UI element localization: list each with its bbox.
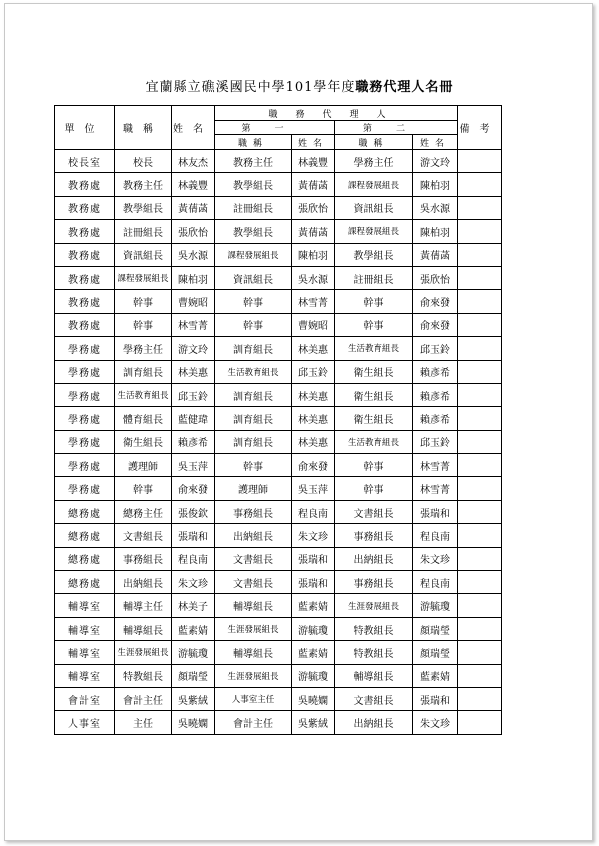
cell-agent1-name: 陳柏羽 <box>292 243 335 266</box>
cell-name: 朱文珍 <box>172 571 215 594</box>
cell-unit: 總務處 <box>55 547 115 570</box>
cell-name: 賴彥希 <box>172 430 215 453</box>
cell-agent1-title: 幹事 <box>215 454 292 477</box>
cell-note <box>458 641 502 664</box>
cell-agent2-title: 幹事 <box>335 477 413 500</box>
header-note: 備考 <box>458 106 502 150</box>
cell-agent2-title: 出納組長 <box>335 547 413 570</box>
cell-unit: 學務處 <box>55 360 115 383</box>
cell-agent1-name: 林美惠 <box>292 383 335 406</box>
cell-unit: 教務處 <box>55 220 115 243</box>
cell-agent2-title: 衛生組長 <box>335 383 413 406</box>
header-title: 職稱 <box>115 106 172 150</box>
cell-title: 校長 <box>115 150 172 173</box>
cell-note <box>458 383 502 406</box>
cell-title: 事務組長 <box>115 547 172 570</box>
cell-title: 訓育組長 <box>115 360 172 383</box>
table-row <box>55 150 502 173</box>
cell-agent2-title: 事務組長 <box>335 571 413 594</box>
header-agent2-name: 姓名 <box>413 135 458 150</box>
table-row <box>55 313 502 336</box>
cell-agent1-name: 林美惠 <box>292 430 335 453</box>
table-row <box>55 617 502 640</box>
cell-agent1-title: 文書組長 <box>215 571 292 594</box>
header-agent2-title: 職稱 <box>335 135 413 150</box>
cell-agent2-title: 幹事 <box>335 313 413 336</box>
cell-agent1-name: 游毓瓊 <box>292 617 335 640</box>
cell-note <box>458 290 502 313</box>
cell-title: 特教組長 <box>115 664 172 687</box>
cell-unit: 教務處 <box>55 243 115 266</box>
cell-title: 體育組長 <box>115 407 172 430</box>
header-first: 第一 <box>215 121 335 135</box>
cell-agent2-name: 顏瑞瑩 <box>413 641 458 664</box>
cell-agent1-title: 教學組長 <box>215 173 292 196</box>
document-title <box>0 76 599 95</box>
cell-agent1-title: 教務主任 <box>215 150 292 173</box>
cell-agent2-name: 俞來發 <box>413 313 458 336</box>
cell-agent1-title: 會計主任 <box>215 711 292 734</box>
cell-unit: 會計室 <box>55 687 115 710</box>
cell-note <box>458 571 502 594</box>
table-row <box>55 266 502 289</box>
cell-name: 吳玉萍 <box>172 454 215 477</box>
cell-unit: 教務處 <box>55 313 115 336</box>
cell-name: 曹婉昭 <box>172 290 215 313</box>
cell-unit: 學務處 <box>55 383 115 406</box>
cell-agent2-title: 特教組長 <box>335 641 413 664</box>
cell-agent1-title: 幹事 <box>215 290 292 313</box>
cell-agent2-name: 游毓瓊 <box>413 594 458 617</box>
cell-agent1-name: 藍素婧 <box>292 594 335 617</box>
cell-note <box>458 454 502 477</box>
cell-agent2-name: 朱文珍 <box>413 547 458 570</box>
cell-agent1-name: 吳水源 <box>292 266 335 289</box>
table-row <box>55 290 502 313</box>
cell-name: 林美惠 <box>172 360 215 383</box>
table-body <box>55 150 502 735</box>
cell-name: 游文玲 <box>172 337 215 360</box>
cell-agent2-name: 邱玉鈴 <box>413 337 458 360</box>
cell-note <box>458 547 502 570</box>
cell-agent1-title: 課程發展組長 <box>215 243 292 266</box>
cell-note <box>458 243 502 266</box>
cell-agent2-title: 生涯發展組長 <box>335 594 413 617</box>
cell-agent1-title: 訓育組長 <box>215 430 292 453</box>
cell-unit: 輔導室 <box>55 617 115 640</box>
cell-agent2-name: 邱玉鈴 <box>413 430 458 453</box>
cell-note <box>458 196 502 219</box>
cell-title: 教學組長 <box>115 196 172 219</box>
cell-agent1-title: 訓育組長 <box>215 383 292 406</box>
header-second: 第二 <box>335 121 458 135</box>
cell-agent1-title: 資訊組長 <box>215 266 292 289</box>
cell-title: 幹事 <box>115 290 172 313</box>
title-bold: 職務代理人名冊 <box>355 80 454 95</box>
cell-agent1-title: 事務組長 <box>215 500 292 523</box>
cell-agent2-title: 出納組長 <box>335 711 413 734</box>
cell-agent2-title: 註冊組長 <box>335 266 413 289</box>
cell-agent1-title: 生活教育組長 <box>215 360 292 383</box>
cell-note <box>458 266 502 289</box>
table-row <box>55 641 502 664</box>
cell-agent1-name: 林美惠 <box>292 337 335 360</box>
table-row <box>55 173 502 196</box>
cell-title: 主任 <box>115 711 172 734</box>
cell-agent2-title: 資訊組長 <box>335 196 413 219</box>
cell-name: 吳水源 <box>172 243 215 266</box>
cell-agent1-name: 朱文珍 <box>292 524 335 547</box>
table-row <box>55 454 502 477</box>
cell-name: 林美子 <box>172 594 215 617</box>
cell-agent1-title: 文書組長 <box>215 547 292 570</box>
cell-name: 陳柏羽 <box>172 266 215 289</box>
cell-agent2-name: 藍素婧 <box>413 664 458 687</box>
cell-name: 林友杰 <box>172 150 215 173</box>
cell-agent2-name: 陳柏羽 <box>413 220 458 243</box>
cell-title: 生活教育組長 <box>115 383 172 406</box>
cell-title: 資訊組長 <box>115 243 172 266</box>
cell-agent1-title: 輔導組長 <box>215 641 292 664</box>
cell-agent2-title: 文書組長 <box>335 500 413 523</box>
cell-agent1-name: 張瑞和 <box>292 571 335 594</box>
cell-unit: 總務處 <box>55 500 115 523</box>
cell-name: 林雪菁 <box>172 313 215 336</box>
cell-agent1-name: 曹婉昭 <box>292 313 335 336</box>
cell-name: 張瑞和 <box>172 524 215 547</box>
cell-note <box>458 407 502 430</box>
cell-note <box>458 664 502 687</box>
table-row <box>55 664 502 687</box>
cell-note <box>458 173 502 196</box>
cell-agent1-title: 生涯發展組長 <box>215 617 292 640</box>
cell-agent1-name: 吳玉萍 <box>292 477 335 500</box>
cell-agent1-name: 黃蒨菡 <box>292 173 335 196</box>
cell-agent2-name: 陳柏羽 <box>413 173 458 196</box>
cell-agent1-title: 註冊組長 <box>215 196 292 219</box>
cell-title: 課程發展組長 <box>115 266 172 289</box>
table-row <box>55 383 502 406</box>
cell-agent2-name: 朱文珍 <box>413 711 458 734</box>
agent-roster-table <box>54 105 502 735</box>
header-agent1-title: 職稱 <box>215 135 292 150</box>
cell-name: 張欣怡 <box>172 220 215 243</box>
cell-agent2-title: 文書組長 <box>335 687 413 710</box>
cell-agent2-name: 游文玲 <box>413 150 458 173</box>
cell-note <box>458 594 502 617</box>
cell-title: 教務主任 <box>115 173 172 196</box>
cell-agent2-title: 幹事 <box>335 454 413 477</box>
cell-note <box>458 711 502 734</box>
cell-note <box>458 337 502 360</box>
table-row <box>55 220 502 243</box>
cell-name: 邱玉鈴 <box>172 383 215 406</box>
cell-agent2-title: 課程發展組長 <box>335 220 413 243</box>
cell-agent2-title: 幹事 <box>335 290 413 313</box>
cell-title: 幹事 <box>115 477 172 500</box>
cell-agent1-title: 訓育組長 <box>215 407 292 430</box>
cell-unit: 教務處 <box>55 290 115 313</box>
cell-agent2-name: 黃蒨菡 <box>413 243 458 266</box>
cell-title: 註冊組長 <box>115 220 172 243</box>
cell-agent1-title: 人事室主任 <box>215 687 292 710</box>
table-row <box>55 243 502 266</box>
cell-agent2-name: 俞來發 <box>413 290 458 313</box>
cell-note <box>458 617 502 640</box>
cell-agent1-name: 邱玉鈴 <box>292 360 335 383</box>
cell-agent2-title: 學務主任 <box>335 150 413 173</box>
cell-agent2-title: 特教組長 <box>335 617 413 640</box>
table-row <box>55 547 502 570</box>
cell-title: 衛生組長 <box>115 430 172 453</box>
cell-agent2-title: 生活教育組長 <box>335 430 413 453</box>
cell-title: 學務主任 <box>115 337 172 360</box>
header-agent1-name: 姓名 <box>292 135 335 150</box>
cell-agent2-title: 事務組長 <box>335 524 413 547</box>
cell-note <box>458 150 502 173</box>
cell-unit: 學務處 <box>55 477 115 500</box>
cell-name: 吳曉嫻 <box>172 711 215 734</box>
cell-note <box>458 360 502 383</box>
header-name: 姓名 <box>172 106 215 150</box>
cell-unit: 總務處 <box>55 524 115 547</box>
table-row <box>55 594 502 617</box>
cell-agent1-title: 幹事 <box>215 313 292 336</box>
cell-unit: 學務處 <box>55 337 115 360</box>
cell-agent1-title: 護理師 <box>215 477 292 500</box>
cell-unit: 輔導室 <box>55 641 115 664</box>
cell-title: 生涯發展組長 <box>115 641 172 664</box>
cell-agent1-name: 林美惠 <box>292 407 335 430</box>
cell-note <box>458 687 502 710</box>
cell-name: 俞來發 <box>172 477 215 500</box>
cell-agent2-name: 賴彥希 <box>413 407 458 430</box>
title-prefix: 宜蘭縣立礁溪國民中學101學年度 <box>145 80 356 95</box>
cell-agent2-title: 衛生組長 <box>335 360 413 383</box>
cell-agent1-name: 吳曉嫻 <box>292 687 335 710</box>
cell-agent1-name: 張欣怡 <box>292 196 335 219</box>
cell-agent1-name: 吳紫絨 <box>292 711 335 734</box>
table-row <box>55 196 502 219</box>
cell-note <box>458 524 502 547</box>
table-row <box>55 477 502 500</box>
cell-agent1-title: 教學組長 <box>215 220 292 243</box>
cell-agent1-title: 訓育組長 <box>215 337 292 360</box>
cell-agent2-name: 賴彥希 <box>413 360 458 383</box>
cell-agent2-name: 林雪菁 <box>413 454 458 477</box>
table-row <box>55 711 502 734</box>
cell-agent1-title: 出納組長 <box>215 524 292 547</box>
cell-name: 張俊欽 <box>172 500 215 523</box>
cell-title: 會計主任 <box>115 687 172 710</box>
cell-note <box>458 477 502 500</box>
cell-title: 文書組長 <box>115 524 172 547</box>
table-row <box>55 571 502 594</box>
cell-agent2-name: 張欣怡 <box>413 266 458 289</box>
cell-agent2-title: 輔導組長 <box>335 664 413 687</box>
cell-agent1-name: 程良南 <box>292 500 335 523</box>
cell-unit: 教務處 <box>55 266 115 289</box>
cell-name: 顏瑞瑩 <box>172 664 215 687</box>
header-unit: 單位 <box>55 106 115 150</box>
cell-agent1-title: 生涯發展組長 <box>215 664 292 687</box>
cell-name: 黃蒨菡 <box>172 196 215 219</box>
cell-agent2-name: 吳水源 <box>413 196 458 219</box>
cell-agent1-name: 張瑞和 <box>292 547 335 570</box>
cell-agent2-name: 張瑞和 <box>413 687 458 710</box>
cell-title: 幹事 <box>115 313 172 336</box>
cell-title: 總務主任 <box>115 500 172 523</box>
cell-agent2-name: 顏瑞瑩 <box>413 617 458 640</box>
cell-note <box>458 500 502 523</box>
cell-unit: 校長室 <box>55 150 115 173</box>
cell-agent2-title: 教學組長 <box>335 243 413 266</box>
cell-title: 出納組長 <box>115 571 172 594</box>
cell-name: 林義豐 <box>172 173 215 196</box>
cell-agent2-title: 衛生組長 <box>335 407 413 430</box>
cell-agent2-title: 課程發展組長 <box>335 173 413 196</box>
cell-note <box>458 220 502 243</box>
cell-title: 輔導主任 <box>115 594 172 617</box>
table-row <box>55 500 502 523</box>
cell-unit: 人事室 <box>55 711 115 734</box>
cell-agent1-name: 黃蒨菡 <box>292 220 335 243</box>
cell-unit: 輔導室 <box>55 664 115 687</box>
cell-agent2-name: 程良南 <box>413 524 458 547</box>
cell-agent1-name: 俞來發 <box>292 454 335 477</box>
cell-unit: 輔導室 <box>55 594 115 617</box>
cell-note <box>458 430 502 453</box>
cell-name: 藍素婧 <box>172 617 215 640</box>
cell-agent2-title: 生活教育組長 <box>335 337 413 360</box>
table-row <box>55 360 502 383</box>
table-row <box>55 407 502 430</box>
table-row <box>55 687 502 710</box>
cell-unit: 學務處 <box>55 430 115 453</box>
header-agents: 職務代理人 <box>215 106 458 121</box>
cell-name: 游毓瓊 <box>172 641 215 664</box>
cell-agent1-name: 游毓瓊 <box>292 664 335 687</box>
cell-agent1-title: 輔導組長 <box>215 594 292 617</box>
cell-name: 吳紫絨 <box>172 687 215 710</box>
cell-unit: 教務處 <box>55 173 115 196</box>
cell-name: 程良南 <box>172 547 215 570</box>
table-row <box>55 337 502 360</box>
cell-agent1-name: 藍素婧 <box>292 641 335 664</box>
cell-title: 輔導組長 <box>115 617 172 640</box>
cell-agent2-name: 程良南 <box>413 571 458 594</box>
cell-agent2-name: 賴彥希 <box>413 383 458 406</box>
cell-title: 護理師 <box>115 454 172 477</box>
cell-unit: 教務處 <box>55 196 115 219</box>
cell-name: 藍健瑋 <box>172 407 215 430</box>
table-row <box>55 430 502 453</box>
table-row <box>55 524 502 547</box>
cell-unit: 學務處 <box>55 454 115 477</box>
cell-unit: 學務處 <box>55 407 115 430</box>
cell-agent1-name: 林雪菁 <box>292 290 335 313</box>
cell-note <box>458 313 502 336</box>
cell-agent1-name: 林義豐 <box>292 150 335 173</box>
cell-agent2-name: 林雪菁 <box>413 477 458 500</box>
cell-agent2-name: 張瑞和 <box>413 500 458 523</box>
cell-unit: 總務處 <box>55 571 115 594</box>
